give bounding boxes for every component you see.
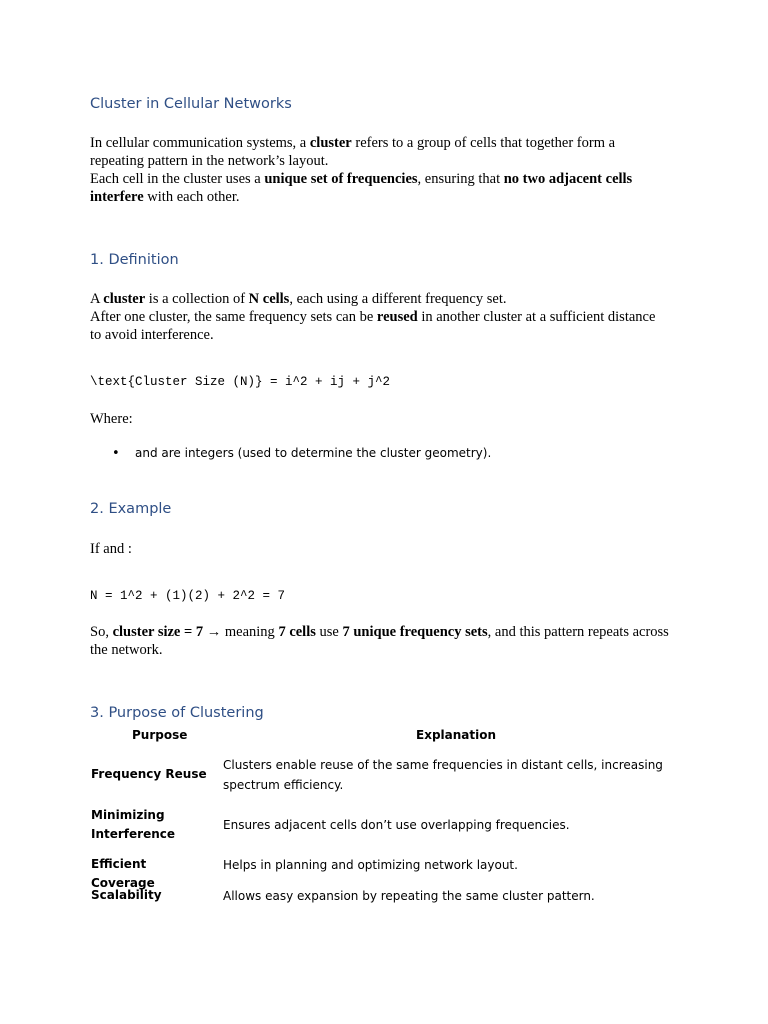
example-bold-term: 7 unique frequency sets <box>342 624 488 640</box>
example-text: → meaning <box>203 624 279 640</box>
table-header-purpose: Purpose <box>132 728 188 742</box>
example-text: use <box>315 624 343 640</box>
intro-paragraph-1 <box>90 134 670 170</box>
bullet-marker: • <box>112 446 120 461</box>
table-row-explanation: Allows easy expansion by repeating the same cluster pattern. <box>223 889 595 903</box>
definition-bold-term: N cells <box>248 291 290 307</box>
example-if-line: If and : <box>90 541 132 557</box>
definition-text: is a collection of <box>145 291 249 307</box>
definition-text: in another cluster at a sufficient distance to avoid interference. <box>90 309 656 343</box>
definition-bold-term: cluster <box>103 291 146 307</box>
intro-bold-term: unique set of frequencies <box>264 171 418 187</box>
intro-text: with each other. <box>143 189 240 205</box>
example-conclusion <box>90 623 670 659</box>
example-bold-term: 7 cells <box>278 624 316 640</box>
example-text: , and this pattern repeats across the network. <box>90 624 669 658</box>
intro-paragraph-2 <box>90 170 670 206</box>
intro-text: refers to a group of cells that together form a repeating pattern in the network’s layout. <box>90 135 616 169</box>
table-row-explanation: Helps in planning and optimizing network layout. <box>223 858 518 872</box>
bullet-text: and are integers (used to determine the cluster geometry). <box>135 446 492 460</box>
definition-bold-term: reused <box>376 309 418 325</box>
section-heading-example: 2. Example <box>90 501 172 517</box>
table-row-purpose: Minimizing Interference <box>91 808 176 841</box>
section-heading-purpose: 3. Purpose of Clustering <box>90 705 264 721</box>
intro-text: Each cell in the cluster uses a <box>90 171 265 187</box>
definition-text: , each using a different frequency set. <box>289 291 507 307</box>
intro-text: In cellular communication systems, a <box>90 135 310 151</box>
definition-paragraph-2 <box>90 308 670 344</box>
intro-bold-term: cluster <box>309 135 352 151</box>
example-text: So, <box>90 624 113 640</box>
definition-paragraph-1 <box>90 290 670 308</box>
definition-text: After one cluster, the same frequency sets can be <box>90 309 377 325</box>
table-header-explanation: Explanation <box>416 728 497 742</box>
table-row-purpose: Scalability <box>91 888 162 902</box>
example-formula: N = 1^2 + (1)(2) + 2^2 = 7 <box>90 589 286 603</box>
table-row-purpose: Efficient Coverage <box>91 857 155 890</box>
intro-text: , ensuring that <box>417 171 504 187</box>
section-heading-definition: 1. Definition <box>90 252 179 268</box>
example-bold-term: cluster size = 7 <box>112 624 204 640</box>
table-row-explanation: Ensures adjacent cells don’t use overlapping frequencies. <box>223 818 570 832</box>
cluster-size-formula: \text{Cluster Size (N)} = i^2 + ij + j^2 <box>90 375 391 389</box>
table-row-explanation: Clusters enable reuse of the same frequencies in distant cells, increasing spectrum efficiency. <box>223 758 663 792</box>
table-row-purpose: Frequency Reuse <box>91 767 207 781</box>
definition-text: A <box>90 291 104 307</box>
bullet-list-item <box>112 445 491 462</box>
where-label: Where: <box>90 411 133 427</box>
page-title: Cluster in Cellular Networks <box>90 96 292 112</box>
intro-bold-term: no two adjacent cells interfere <box>90 171 633 205</box>
